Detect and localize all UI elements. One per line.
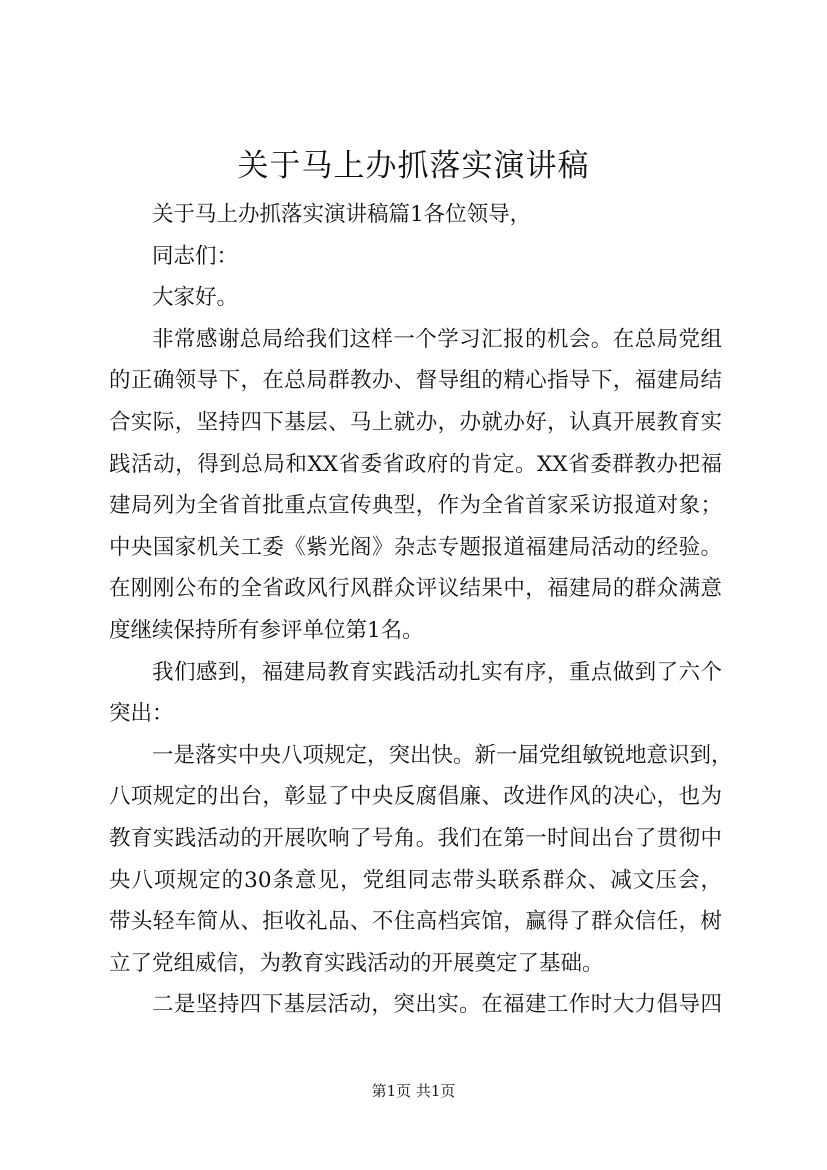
text-line: 度继续保持所有参评单位第1名。 xyxy=(109,617,424,643)
text-line: 一是落实中央八项规定，突出快。新一届党组敏锐地意识到， xyxy=(152,742,733,768)
text-line: 中央国家机关工委《紫光阁》杂志专题报道福建局活动的经验。 xyxy=(109,534,722,560)
text-line: 央八项规定的30条意见，党组同志带头联系群众、减文压会， xyxy=(109,867,722,893)
text-line: 的正确领导下，在总局群教办、督导组的精心指导下，福建局结 xyxy=(109,368,722,394)
text-line: 大家好。 xyxy=(152,285,239,311)
text-line: 八项规定的出台，彰显了中央反腐倡廉、改进作风的决心，也为 xyxy=(109,784,722,810)
text-line: 立了党组威信，为教育实践活动的开展奠定了基础。 xyxy=(109,950,604,976)
text-line: 同志们： xyxy=(152,243,239,269)
document-body xyxy=(109,194,733,1026)
document-title: 关于马上办抓落实演讲稿 xyxy=(237,148,590,184)
text-line: 带头轻车简从、拒收礼品、不住高档宾馆，赢得了群众信任，树 xyxy=(109,909,722,935)
text-line: 关于马上办抓落实演讲稿篇1各位领导， xyxy=(152,202,532,227)
text-line: 建局列为全省首批重点宣传典型，作为全省首家采访报道对象； xyxy=(109,493,722,519)
text-line: 践活动，得到总局和XX省委省政府的肯定。XX省委群教办把福 xyxy=(109,451,722,477)
text-line: 突出： xyxy=(109,701,174,727)
page-footer: 第1页 共1页 xyxy=(371,1082,456,1100)
text-line: 非常感谢总局给我们这样一个学习汇报的机会。在总局党组 xyxy=(152,326,722,352)
text-line: 我们感到，福建局教育实践活动扎实有序，重点做到了六个 xyxy=(152,659,722,685)
text-line: 二是坚持四下基层活动，突出实。在福建工作时大力倡导四 xyxy=(152,992,722,1018)
text-line: 在刚刚公布的全省政风行风群众评议结果中，福建局的群众满意 xyxy=(109,576,722,602)
text-line: 教育实践活动的开展吹响了号角。我们在第一时间出台了贯彻中 xyxy=(109,825,722,851)
text-line: 合实际，坚持四下基层、马上就办，办就办好，认真开展教育实 xyxy=(109,409,722,435)
